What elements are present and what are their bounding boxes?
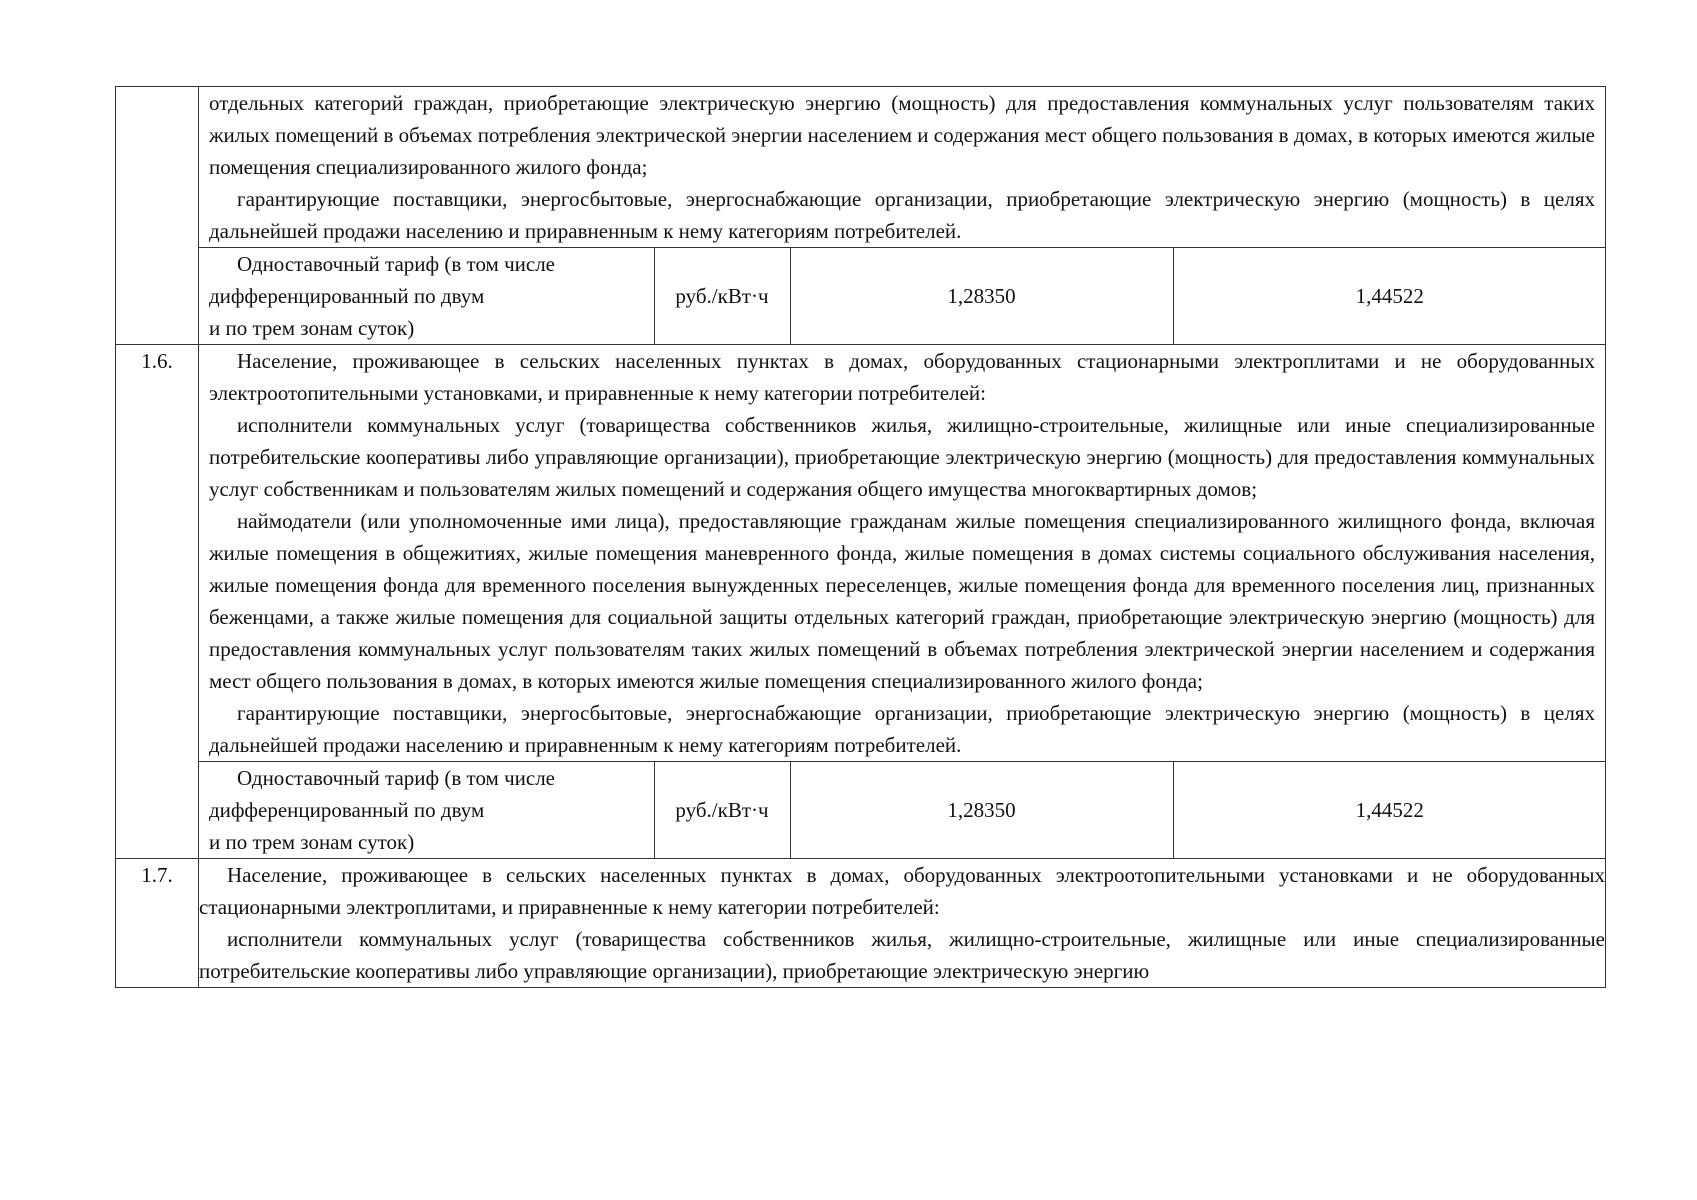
paragraph: гарантирующие поставщики, энергосбытовые, энергоснабжающие организации, приобретающие электрическую энергию (мощность) в целях дальнейшей продажи населению и приравненным к нему категориям потребителей. (209, 701, 1595, 757)
tariff-name (199, 762, 654, 858)
row-number (116, 87, 199, 345)
tariff-value-second-half: 1,44522 (1173, 762, 1606, 858)
tariff-subrow (199, 762, 1606, 858)
tariff-subrow (199, 248, 1606, 344)
table-row (116, 859, 1606, 988)
table-row (116, 345, 1606, 859)
paragraph: исполнители коммунальных услуг (товарищества собственников жилья, жилищно-строительные, жилищные или иные специализированные потребительские кооперативы либо управляющие организации), приобретающие электрическую энергию (мощность) для предоставления коммунальных услуг собственникам и пользователям жилых помещений и содержания общего имущества многоквартирных домов; (209, 413, 1595, 501)
row-description (199, 859, 1606, 988)
paragraph: исполнители коммунальных услуг (товарищества собственников жилья, жилищно-строительные, жилищные или иные специализированные потребительские кооперативы либо управляющие организации), приобретающие электрическую энергию (199, 927, 1605, 983)
row-number: 1.6. (116, 345, 199, 859)
paragraph: гарантирующие поставщики, энергосбытовые, энергоснабжающие организации, приобретающие электрическую энергию (мощность) в целях дальнейшей продажи населению и приравненным к нему категориям потребителей. (209, 187, 1595, 243)
row-description (199, 345, 1605, 762)
tariff-name-line: Одноставочный тариф (в том числе (237, 252, 556, 276)
tariff-name (199, 248, 654, 344)
tariff-name-line: и по трем зонам суток) (209, 316, 415, 340)
tariff-name-line: дифференцированный по двум (209, 284, 485, 308)
tariff-unit: руб./кВт·ч (654, 248, 790, 344)
paragraph: наймодатели (или уполномоченные ими лица), предоставляющие гражданам жилые помещения специализированного жилищного фонда, включая жилые помещения в общежитиях, жилые помещения маневренного фонда, жилые помещения в домах системы социального обслуживания населения, жилые помещения фонда для временного поселения вынужденных переселенцев, жилые помещения фонда для временного поселения лиц, признанных беженцами, а также жилые помещения для социальной защиты отдельных категорий граждан, приобретающие электрическую энергию (мощность) для предоставления коммунальных услуг пользователям таких жилых помещений в объемах потребления электрической энергии населением и содержания мест общего пользования в домах, в которых имеются жилые помещения специализированного жилого фонда; (209, 509, 1595, 693)
tariff-value-second-half: 1,44522 (1173, 248, 1606, 344)
tariff-name-line: и по трем зонам суток) (209, 830, 415, 854)
paragraph: Население, проживающее в сельских населенных пунктах в домах, оборудованных электроотопительными установками и не оборудованных стационарными электроплитами, и приравненные к нему категории потребителей: (199, 863, 1605, 919)
tariff-value-first-half: 1,28350 (790, 762, 1173, 858)
tariff-table (115, 86, 1606, 988)
row-content (199, 345, 1606, 859)
row-number: 1.7. (116, 859, 199, 988)
row-content (199, 87, 1606, 345)
paragraph: Население, проживающее в сельских населенных пунктах в домах, оборудованных стационарными электроплитами и не оборудованных электроотопительными установками, и приравненные к нему категории потребителей: (209, 349, 1595, 405)
tariff-name-line: Одноставочный тариф (в том числе (237, 766, 556, 790)
row-description (199, 87, 1605, 248)
tariff-name-line: дифференцированный по двум (209, 798, 485, 822)
table-row (116, 87, 1606, 345)
tariff-unit: руб./кВт·ч (654, 762, 790, 858)
paragraph: отдельных категорий граждан, приобретающие электрическую энергию (мощность) для предоставления коммунальных услуг пользователям таких жилых помещений в объемах потребления электрической энергии населением и содержания мест общего пользования в домах, в которых имеются жилые помещения специализированного жилого фонда; (209, 91, 1595, 179)
tariff-value-first-half: 1,28350 (790, 248, 1173, 344)
